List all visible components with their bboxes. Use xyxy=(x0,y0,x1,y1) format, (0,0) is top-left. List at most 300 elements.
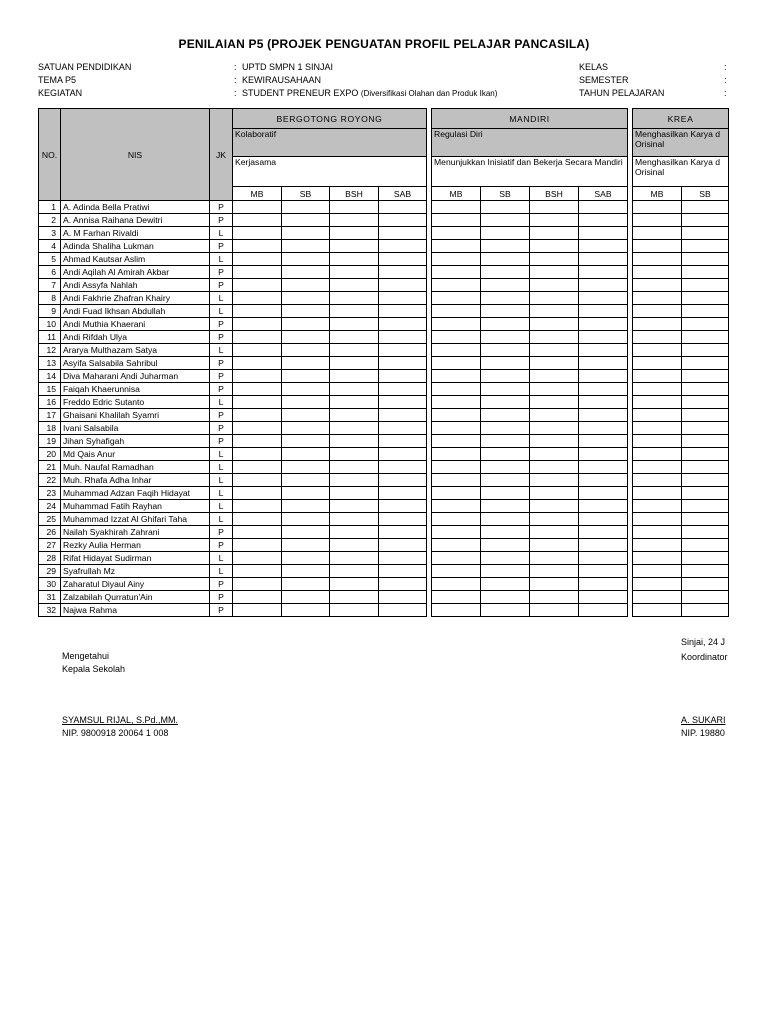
score-cell[interactable] xyxy=(481,422,530,435)
score-cell[interactable] xyxy=(682,344,729,357)
score-cell[interactable] xyxy=(530,357,579,370)
score-cell[interactable] xyxy=(682,305,729,318)
score-cell[interactable] xyxy=(282,266,330,279)
score-cell[interactable] xyxy=(481,305,530,318)
score-cell[interactable] xyxy=(682,240,729,253)
score-cell[interactable] xyxy=(579,474,628,487)
score-cell[interactable] xyxy=(282,539,330,552)
score-cell[interactable] xyxy=(579,461,628,474)
score-cell[interactable] xyxy=(579,201,628,214)
score-cell[interactable] xyxy=(432,240,481,253)
score-cell[interactable] xyxy=(233,266,282,279)
score-cell[interactable] xyxy=(481,526,530,539)
score-cell[interactable] xyxy=(379,357,427,370)
score-cell[interactable] xyxy=(481,396,530,409)
score-cell[interactable] xyxy=(432,578,481,591)
score-cell[interactable] xyxy=(233,370,282,383)
score-cell[interactable] xyxy=(682,591,729,604)
score-cell[interactable] xyxy=(330,552,379,565)
score-cell[interactable] xyxy=(330,461,379,474)
score-cell[interactable] xyxy=(579,539,628,552)
score-cell[interactable] xyxy=(682,422,729,435)
score-cell[interactable] xyxy=(481,409,530,422)
score-cell[interactable] xyxy=(282,591,330,604)
score-cell[interactable] xyxy=(682,383,729,396)
score-cell[interactable] xyxy=(233,513,282,526)
score-cell[interactable] xyxy=(379,344,427,357)
score-cell[interactable] xyxy=(481,370,530,383)
score-cell[interactable] xyxy=(481,461,530,474)
score-cell[interactable] xyxy=(233,214,282,227)
score-cell[interactable] xyxy=(633,253,682,266)
score-cell[interactable] xyxy=(530,344,579,357)
score-cell[interactable] xyxy=(379,396,427,409)
score-cell[interactable] xyxy=(481,435,530,448)
score-cell[interactable] xyxy=(282,240,330,253)
score-cell[interactable] xyxy=(633,565,682,578)
score-cell[interactable] xyxy=(233,227,282,240)
score-cell[interactable] xyxy=(481,552,530,565)
score-cell[interactable] xyxy=(481,565,530,578)
score-cell[interactable] xyxy=(330,305,379,318)
score-cell[interactable] xyxy=(579,253,628,266)
score-cell[interactable] xyxy=(379,448,427,461)
score-cell[interactable] xyxy=(432,500,481,513)
score-cell[interactable] xyxy=(282,474,330,487)
score-cell[interactable] xyxy=(481,604,530,617)
score-cell[interactable] xyxy=(282,500,330,513)
score-cell[interactable] xyxy=(330,396,379,409)
score-cell[interactable] xyxy=(330,422,379,435)
score-cell[interactable] xyxy=(432,396,481,409)
score-cell[interactable] xyxy=(682,448,729,461)
score-cell[interactable] xyxy=(633,214,682,227)
score-cell[interactable] xyxy=(579,279,628,292)
score-cell[interactable] xyxy=(233,422,282,435)
score-cell[interactable] xyxy=(432,331,481,344)
score-cell[interactable] xyxy=(633,318,682,331)
score-cell[interactable] xyxy=(579,409,628,422)
score-cell[interactable] xyxy=(579,591,628,604)
score-cell[interactable] xyxy=(379,331,427,344)
score-cell[interactable] xyxy=(682,318,729,331)
score-cell[interactable] xyxy=(530,370,579,383)
score-cell[interactable] xyxy=(330,578,379,591)
score-cell[interactable] xyxy=(233,435,282,448)
score-cell[interactable] xyxy=(282,253,330,266)
score-cell[interactable] xyxy=(633,604,682,617)
score-cell[interactable] xyxy=(379,461,427,474)
score-cell[interactable] xyxy=(579,305,628,318)
score-cell[interactable] xyxy=(481,591,530,604)
score-cell[interactable] xyxy=(633,396,682,409)
score-cell[interactable] xyxy=(282,409,330,422)
score-cell[interactable] xyxy=(432,305,481,318)
score-cell[interactable] xyxy=(432,604,481,617)
score-cell[interactable] xyxy=(282,370,330,383)
score-cell[interactable] xyxy=(282,578,330,591)
score-cell[interactable] xyxy=(432,201,481,214)
score-cell[interactable] xyxy=(481,331,530,344)
score-cell[interactable] xyxy=(579,526,628,539)
score-cell[interactable] xyxy=(633,201,682,214)
score-cell[interactable] xyxy=(530,201,579,214)
score-cell[interactable] xyxy=(530,214,579,227)
score-cell[interactable] xyxy=(233,591,282,604)
score-cell[interactable] xyxy=(379,435,427,448)
score-cell[interactable] xyxy=(633,500,682,513)
score-cell[interactable] xyxy=(432,266,481,279)
score-cell[interactable] xyxy=(579,552,628,565)
score-cell[interactable] xyxy=(481,487,530,500)
score-cell[interactable] xyxy=(530,500,579,513)
score-cell[interactable] xyxy=(432,552,481,565)
score-cell[interactable] xyxy=(633,513,682,526)
score-cell[interactable] xyxy=(330,240,379,253)
score-cell[interactable] xyxy=(481,266,530,279)
score-cell[interactable] xyxy=(330,591,379,604)
score-cell[interactable] xyxy=(233,201,282,214)
score-cell[interactable] xyxy=(379,409,427,422)
score-cell[interactable] xyxy=(379,565,427,578)
score-cell[interactable] xyxy=(432,292,481,305)
score-cell[interactable] xyxy=(432,591,481,604)
score-cell[interactable] xyxy=(530,253,579,266)
score-cell[interactable] xyxy=(233,578,282,591)
score-cell[interactable] xyxy=(530,331,579,344)
score-cell[interactable] xyxy=(579,383,628,396)
score-cell[interactable] xyxy=(633,370,682,383)
score-cell[interactable] xyxy=(432,318,481,331)
score-cell[interactable] xyxy=(682,266,729,279)
score-cell[interactable] xyxy=(530,318,579,331)
score-cell[interactable] xyxy=(379,292,427,305)
score-cell[interactable] xyxy=(282,227,330,240)
score-cell[interactable] xyxy=(233,409,282,422)
score-cell[interactable] xyxy=(579,604,628,617)
score-cell[interactable] xyxy=(432,435,481,448)
score-cell[interactable] xyxy=(233,253,282,266)
score-cell[interactable] xyxy=(682,513,729,526)
score-cell[interactable] xyxy=(682,227,729,240)
score-cell[interactable] xyxy=(330,409,379,422)
score-cell[interactable] xyxy=(432,461,481,474)
score-cell[interactable] xyxy=(481,292,530,305)
score-cell[interactable] xyxy=(481,539,530,552)
score-cell[interactable] xyxy=(633,240,682,253)
score-cell[interactable] xyxy=(530,240,579,253)
score-cell[interactable] xyxy=(633,383,682,396)
score-cell[interactable] xyxy=(432,279,481,292)
score-cell[interactable] xyxy=(330,201,379,214)
score-cell[interactable] xyxy=(233,487,282,500)
score-cell[interactable] xyxy=(633,461,682,474)
score-cell[interactable] xyxy=(432,422,481,435)
score-cell[interactable] xyxy=(682,565,729,578)
score-cell[interactable] xyxy=(481,279,530,292)
score-cell[interactable] xyxy=(379,552,427,565)
score-cell[interactable] xyxy=(233,279,282,292)
score-cell[interactable] xyxy=(481,474,530,487)
score-cell[interactable] xyxy=(481,214,530,227)
score-cell[interactable] xyxy=(481,357,530,370)
score-cell[interactable] xyxy=(379,513,427,526)
score-cell[interactable] xyxy=(233,383,282,396)
score-cell[interactable] xyxy=(633,591,682,604)
score-cell[interactable] xyxy=(330,253,379,266)
score-cell[interactable] xyxy=(633,279,682,292)
score-cell[interactable] xyxy=(481,500,530,513)
score-cell[interactable] xyxy=(633,526,682,539)
score-cell[interactable] xyxy=(233,500,282,513)
score-cell[interactable] xyxy=(682,461,729,474)
score-cell[interactable] xyxy=(330,448,379,461)
score-cell[interactable] xyxy=(379,318,427,331)
score-cell[interactable] xyxy=(330,266,379,279)
score-cell[interactable] xyxy=(379,500,427,513)
score-cell[interactable] xyxy=(633,227,682,240)
score-cell[interactable] xyxy=(282,214,330,227)
score-cell[interactable] xyxy=(579,214,628,227)
score-cell[interactable] xyxy=(379,526,427,539)
score-cell[interactable] xyxy=(579,565,628,578)
score-cell[interactable] xyxy=(530,279,579,292)
score-cell[interactable] xyxy=(432,526,481,539)
score-cell[interactable] xyxy=(330,357,379,370)
score-cell[interactable] xyxy=(379,591,427,604)
score-cell[interactable] xyxy=(432,409,481,422)
score-cell[interactable] xyxy=(233,240,282,253)
score-cell[interactable] xyxy=(379,305,427,318)
score-cell[interactable] xyxy=(579,227,628,240)
score-cell[interactable] xyxy=(432,448,481,461)
score-cell[interactable] xyxy=(282,201,330,214)
score-cell[interactable] xyxy=(530,292,579,305)
score-cell[interactable] xyxy=(282,344,330,357)
score-cell[interactable] xyxy=(481,201,530,214)
score-cell[interactable] xyxy=(682,331,729,344)
score-cell[interactable] xyxy=(633,292,682,305)
score-cell[interactable] xyxy=(330,474,379,487)
score-cell[interactable] xyxy=(282,604,330,617)
score-cell[interactable] xyxy=(633,539,682,552)
score-cell[interactable] xyxy=(530,448,579,461)
score-cell[interactable] xyxy=(682,279,729,292)
score-cell[interactable] xyxy=(530,487,579,500)
score-cell[interactable] xyxy=(330,331,379,344)
score-cell[interactable] xyxy=(481,240,530,253)
score-cell[interactable] xyxy=(633,474,682,487)
score-cell[interactable] xyxy=(530,565,579,578)
score-cell[interactable] xyxy=(633,448,682,461)
score-cell[interactable] xyxy=(233,292,282,305)
score-cell[interactable] xyxy=(682,487,729,500)
score-cell[interactable] xyxy=(379,266,427,279)
score-cell[interactable] xyxy=(530,409,579,422)
score-cell[interactable] xyxy=(432,227,481,240)
score-cell[interactable] xyxy=(432,565,481,578)
score-cell[interactable] xyxy=(579,344,628,357)
score-cell[interactable] xyxy=(432,383,481,396)
score-cell[interactable] xyxy=(432,513,481,526)
score-cell[interactable] xyxy=(530,578,579,591)
score-cell[interactable] xyxy=(379,227,427,240)
score-cell[interactable] xyxy=(579,357,628,370)
score-cell[interactable] xyxy=(633,552,682,565)
score-cell[interactable] xyxy=(682,578,729,591)
score-cell[interactable] xyxy=(233,331,282,344)
score-cell[interactable] xyxy=(233,565,282,578)
score-cell[interactable] xyxy=(530,266,579,279)
score-cell[interactable] xyxy=(530,461,579,474)
score-cell[interactable] xyxy=(282,331,330,344)
score-cell[interactable] xyxy=(579,487,628,500)
score-cell[interactable] xyxy=(579,370,628,383)
score-cell[interactable] xyxy=(530,604,579,617)
score-cell[interactable] xyxy=(530,227,579,240)
score-cell[interactable] xyxy=(330,292,379,305)
score-cell[interactable] xyxy=(379,383,427,396)
score-cell[interactable] xyxy=(432,214,481,227)
score-cell[interactable] xyxy=(432,474,481,487)
score-cell[interactable] xyxy=(579,513,628,526)
score-cell[interactable] xyxy=(432,539,481,552)
score-cell[interactable] xyxy=(633,409,682,422)
score-cell[interactable] xyxy=(330,487,379,500)
score-cell[interactable] xyxy=(530,591,579,604)
score-cell[interactable] xyxy=(282,357,330,370)
score-cell[interactable] xyxy=(330,227,379,240)
score-cell[interactable] xyxy=(233,357,282,370)
score-cell[interactable] xyxy=(682,500,729,513)
score-cell[interactable] xyxy=(481,253,530,266)
score-cell[interactable] xyxy=(633,422,682,435)
score-cell[interactable] xyxy=(682,201,729,214)
score-cell[interactable] xyxy=(530,539,579,552)
score-cell[interactable] xyxy=(633,305,682,318)
score-cell[interactable] xyxy=(330,383,379,396)
score-cell[interactable] xyxy=(682,370,729,383)
score-cell[interactable] xyxy=(530,396,579,409)
score-cell[interactable] xyxy=(530,305,579,318)
score-cell[interactable] xyxy=(579,292,628,305)
score-cell[interactable] xyxy=(330,565,379,578)
score-cell[interactable] xyxy=(579,578,628,591)
score-cell[interactable] xyxy=(233,526,282,539)
score-cell[interactable] xyxy=(579,396,628,409)
score-cell[interactable] xyxy=(633,435,682,448)
score-cell[interactable] xyxy=(579,240,628,253)
score-cell[interactable] xyxy=(379,487,427,500)
score-cell[interactable] xyxy=(579,266,628,279)
score-cell[interactable] xyxy=(233,396,282,409)
score-cell[interactable] xyxy=(282,305,330,318)
score-cell[interactable] xyxy=(633,578,682,591)
score-cell[interactable] xyxy=(530,435,579,448)
score-cell[interactable] xyxy=(579,435,628,448)
score-cell[interactable] xyxy=(530,513,579,526)
score-cell[interactable] xyxy=(579,500,628,513)
score-cell[interactable] xyxy=(682,253,729,266)
score-cell[interactable] xyxy=(379,214,427,227)
score-cell[interactable] xyxy=(233,305,282,318)
score-cell[interactable] xyxy=(379,422,427,435)
score-cell[interactable] xyxy=(432,344,481,357)
score-cell[interactable] xyxy=(330,279,379,292)
score-cell[interactable] xyxy=(379,370,427,383)
score-cell[interactable] xyxy=(282,565,330,578)
score-cell[interactable] xyxy=(282,292,330,305)
score-cell[interactable] xyxy=(282,448,330,461)
score-cell[interactable] xyxy=(282,396,330,409)
score-cell[interactable] xyxy=(682,357,729,370)
score-cell[interactable] xyxy=(330,214,379,227)
score-cell[interactable] xyxy=(579,448,628,461)
score-cell[interactable] xyxy=(633,331,682,344)
score-cell[interactable] xyxy=(481,448,530,461)
score-cell[interactable] xyxy=(379,201,427,214)
score-cell[interactable] xyxy=(481,344,530,357)
score-cell[interactable] xyxy=(633,344,682,357)
score-cell[interactable] xyxy=(579,331,628,344)
score-cell[interactable] xyxy=(282,422,330,435)
score-cell[interactable] xyxy=(233,448,282,461)
score-cell[interactable] xyxy=(481,318,530,331)
score-cell[interactable] xyxy=(579,422,628,435)
score-cell[interactable] xyxy=(530,383,579,396)
score-cell[interactable] xyxy=(530,526,579,539)
score-cell[interactable] xyxy=(530,474,579,487)
score-cell[interactable] xyxy=(682,526,729,539)
score-cell[interactable] xyxy=(379,474,427,487)
score-cell[interactable] xyxy=(330,318,379,331)
score-cell[interactable] xyxy=(682,214,729,227)
score-cell[interactable] xyxy=(682,396,729,409)
score-cell[interactable] xyxy=(432,253,481,266)
score-cell[interactable] xyxy=(682,292,729,305)
score-cell[interactable] xyxy=(282,526,330,539)
score-cell[interactable] xyxy=(530,552,579,565)
score-cell[interactable] xyxy=(233,318,282,331)
score-cell[interactable] xyxy=(330,344,379,357)
score-cell[interactable] xyxy=(481,578,530,591)
score-cell[interactable] xyxy=(379,604,427,617)
score-cell[interactable] xyxy=(282,487,330,500)
score-cell[interactable] xyxy=(282,383,330,396)
score-cell[interactable] xyxy=(379,240,427,253)
score-cell[interactable] xyxy=(633,266,682,279)
score-cell[interactable] xyxy=(330,370,379,383)
score-cell[interactable] xyxy=(682,409,729,422)
score-cell[interactable] xyxy=(481,513,530,526)
score-cell[interactable] xyxy=(432,357,481,370)
score-cell[interactable] xyxy=(481,227,530,240)
score-cell[interactable] xyxy=(379,578,427,591)
score-cell[interactable] xyxy=(282,435,330,448)
score-cell[interactable] xyxy=(282,318,330,331)
score-cell[interactable] xyxy=(282,461,330,474)
score-cell[interactable] xyxy=(330,526,379,539)
score-cell[interactable] xyxy=(330,500,379,513)
score-cell[interactable] xyxy=(682,552,729,565)
score-cell[interactable] xyxy=(282,279,330,292)
score-cell[interactable] xyxy=(579,318,628,331)
score-cell[interactable] xyxy=(633,487,682,500)
score-cell[interactable] xyxy=(682,435,729,448)
score-cell[interactable] xyxy=(233,474,282,487)
score-cell[interactable] xyxy=(330,604,379,617)
score-cell[interactable] xyxy=(530,422,579,435)
